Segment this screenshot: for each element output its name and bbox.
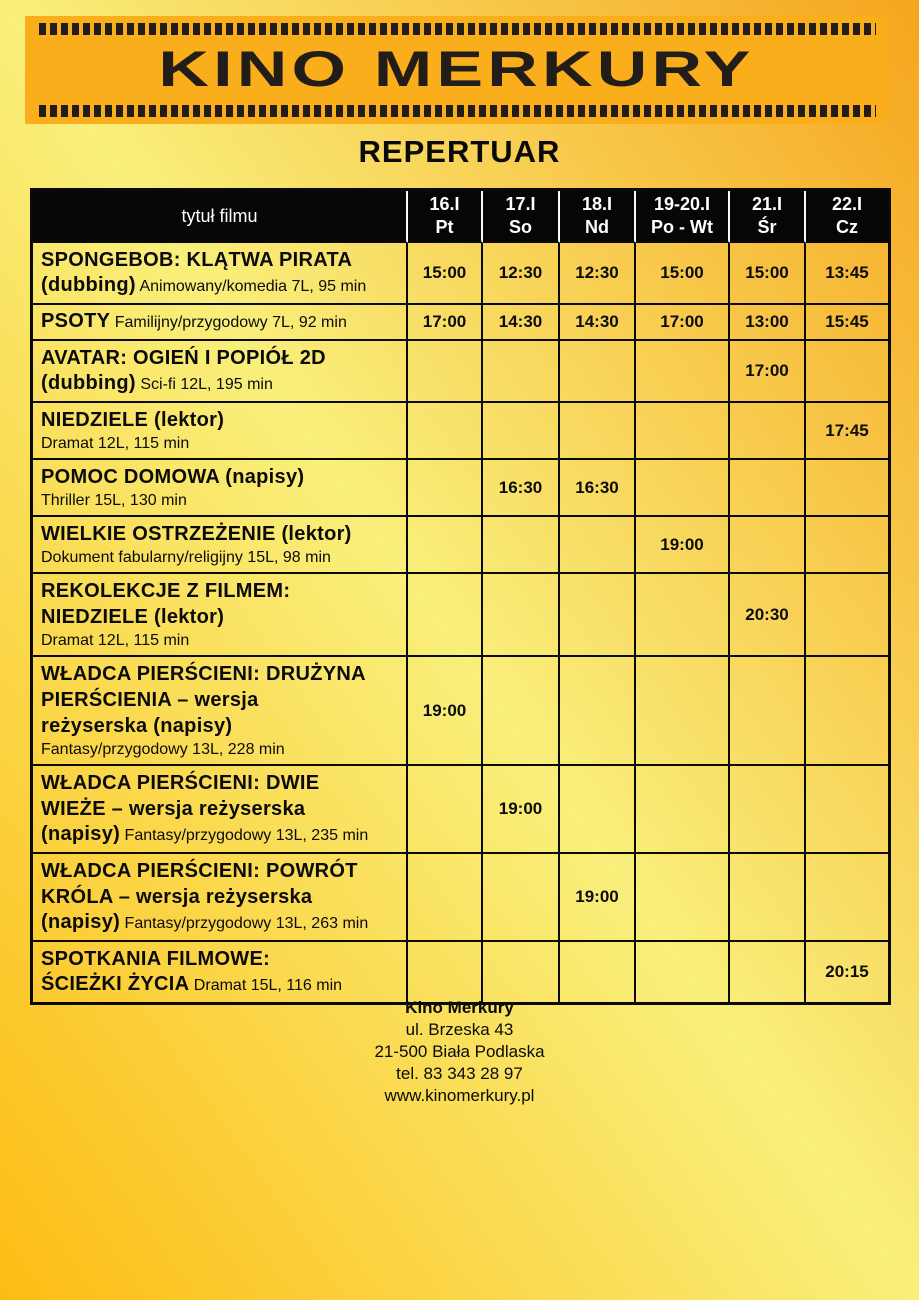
movie-title-cell xyxy=(33,341,408,403)
header-day: Śr xyxy=(757,217,777,237)
showtime-cell xyxy=(483,341,560,403)
showtime-cell xyxy=(560,942,636,1002)
movie-details-text: Sci-fi 12L, 195 min xyxy=(135,376,273,393)
movie-details-text: Familijny/przygodowy 7L, 92 min xyxy=(110,314,347,331)
showtime-cell: 19:00 xyxy=(636,517,730,574)
movie-row xyxy=(33,766,888,854)
header-date: 16.I xyxy=(429,194,460,214)
showtime-cell: 15:45 xyxy=(806,305,888,341)
column-header-date xyxy=(730,191,806,243)
showtime-cell: 16:30 xyxy=(483,460,560,517)
cinema-contact-line: ul. Brzeska 43 xyxy=(405,1020,514,1039)
movie-title-text: (napisy) xyxy=(41,823,121,845)
cinema-contact-name: Kino Merkury xyxy=(405,998,514,1017)
showtime-cell xyxy=(636,460,730,517)
showtime-cell xyxy=(408,766,483,854)
movie-title-cell xyxy=(33,657,408,766)
showtime-cell xyxy=(560,341,636,403)
showtime-cell xyxy=(730,517,806,574)
movie-title-and-details-line xyxy=(41,910,400,936)
movie-title-cell xyxy=(33,460,408,517)
showtime-cell xyxy=(730,657,806,766)
showtime-cell xyxy=(483,517,560,574)
showtime-cell xyxy=(483,657,560,766)
movie-title-text: NIEDZIELE (lektor) xyxy=(41,606,225,628)
movie-title-and-details-line xyxy=(41,371,400,397)
movie-details-text: Dokument fabularny/religijny 15L, 98 min xyxy=(41,549,331,566)
movie-details-text: Fantasy/przygodowy 13L, 235 min xyxy=(120,827,369,844)
showtime-cell xyxy=(560,403,636,460)
showtime-cell: 17:00 xyxy=(636,305,730,341)
movie-title-cell xyxy=(33,517,408,574)
header-day: Cz xyxy=(836,217,858,237)
movie-title-text: SPOTKANIA FILMOWE: xyxy=(41,948,271,970)
movie-title-cell xyxy=(33,574,408,657)
film-strip-banner xyxy=(25,16,888,124)
movie-title-text: ŚCIEŻKI ŻYCIA xyxy=(41,973,190,995)
cinema-name: KINO MERKURY xyxy=(158,41,755,97)
movie-title-and-details-line xyxy=(41,972,400,998)
showtime-cell xyxy=(560,574,636,657)
showtime-cell: 15:00 xyxy=(636,243,730,305)
showtime-cell: 12:30 xyxy=(483,243,560,305)
column-header-date xyxy=(560,191,636,243)
showtime-cell: 20:30 xyxy=(730,574,806,657)
movie-title-text: WIEŻE – wersja reżyserska xyxy=(41,798,306,820)
header-day: Po - Wt xyxy=(651,217,713,237)
movie-details-text: Fantasy/przygodowy 13L, 263 min xyxy=(120,915,369,932)
movie-title-text: WŁADCA PIERŚCIENI: POWRÓT xyxy=(41,860,358,882)
showtime-cell xyxy=(806,341,888,403)
column-header-date xyxy=(483,191,560,243)
movie-row xyxy=(33,574,888,657)
movie-title-cell xyxy=(33,403,408,460)
movie-title-text: NIEDZIELE (lektor) xyxy=(41,409,225,431)
showtime-cell: 15:00 xyxy=(408,243,483,305)
movie-title-text: PIERŚCIENIA – wersja xyxy=(41,689,259,711)
movie-title-cell xyxy=(33,243,408,305)
showtime-cell xyxy=(636,574,730,657)
header-day: So xyxy=(508,217,532,237)
movie-details-text: Dramat 15L, 116 min xyxy=(189,977,343,994)
showtime-cell xyxy=(730,766,806,854)
showtime-cell: 16:30 xyxy=(560,460,636,517)
movie-title-text: REKOLEKCJE Z FILMEM: xyxy=(41,580,291,602)
showtime-cell xyxy=(408,460,483,517)
showtime-cell: 17:00 xyxy=(730,341,806,403)
showtime-cell xyxy=(806,460,888,517)
showtimes-table xyxy=(30,188,891,1005)
showtime-cell: 19:00 xyxy=(483,766,560,854)
movie-title-text: WŁADCA PIERŚCIENI: DRUŻYNA xyxy=(41,663,366,685)
movie-details-text: Thriller 15L, 130 min xyxy=(41,492,187,509)
showtime-cell: 14:30 xyxy=(483,305,560,341)
showtime-cell xyxy=(636,403,730,460)
movie-details-text: Dramat 12L, 115 min xyxy=(41,435,190,452)
showtime-cell xyxy=(636,942,730,1002)
cinema-contact-line: tel. 83 343 28 97 xyxy=(396,1064,523,1083)
showtime-cell xyxy=(636,854,730,942)
showtime-cell: 20:15 xyxy=(825,962,869,981)
header-day: Pt xyxy=(435,217,454,237)
showtime-cell xyxy=(560,766,636,854)
showtime-cell xyxy=(730,854,806,942)
showtime-cell: 12:30 xyxy=(560,243,636,305)
cinema-contact-block xyxy=(0,997,919,1107)
movie-row xyxy=(33,657,888,766)
showtime-cell xyxy=(408,341,483,403)
header-date: 22.I xyxy=(831,194,863,214)
showtime-cell xyxy=(636,341,730,403)
movie-details-text: Dramat 12L, 115 min xyxy=(41,632,190,649)
movie-title-and-details-line xyxy=(41,309,400,335)
movie-row xyxy=(33,942,888,1002)
header-date: 17.I xyxy=(505,194,536,214)
movie-title-text: (napisy) xyxy=(41,911,121,933)
showtime-cell: 13:00 xyxy=(730,305,806,341)
showtime-cell: 14:30 xyxy=(560,305,636,341)
showtime-cell: 13:45 xyxy=(806,243,888,305)
column-header-date xyxy=(408,191,483,243)
movie-title-text: POMOC DOMOWA (napisy) xyxy=(41,466,305,488)
showtime-cell xyxy=(483,942,560,1002)
showtime-cell xyxy=(636,657,730,766)
showtime-cell xyxy=(560,517,636,574)
showtime-cell xyxy=(408,854,483,942)
movie-details-text: Animowany/komedia 7L, 95 min xyxy=(135,278,367,295)
showtime-cell: 19:00 xyxy=(408,657,483,766)
showtime-cell xyxy=(408,942,483,1002)
cinema-contact-line: 21-500 Biała Podlaska xyxy=(374,1042,545,1061)
cinema-contact-line: www.kinomerkury.pl xyxy=(384,1086,535,1105)
showtime-cell xyxy=(483,574,560,657)
movie-row xyxy=(33,460,888,517)
movie-title-and-details-line xyxy=(41,822,400,848)
showtime-cell xyxy=(730,403,806,460)
page-title: REPERTUAR xyxy=(358,134,561,169)
movie-row xyxy=(33,517,888,574)
movie-title-text: WŁADCA PIERŚCIENI: DWIE xyxy=(41,772,320,794)
showtime-cell xyxy=(483,403,560,460)
header-day: Nd xyxy=(585,217,609,237)
movie-title-text: PSOTY xyxy=(41,310,111,332)
movie-details-text: Fantasy/przygodowy 13L, 228 min xyxy=(41,741,285,758)
movie-row xyxy=(33,341,888,403)
header-date: 18.I xyxy=(581,194,613,214)
showtime-cell xyxy=(483,854,560,942)
showtime-cell xyxy=(730,460,806,517)
showtime-cell xyxy=(636,766,730,854)
movie-title-text: (dubbing) xyxy=(41,372,136,394)
movie-title-text: WIELKIE OSTRZEŻENIE (lektor) xyxy=(41,523,352,545)
movie-title-cell xyxy=(33,854,408,942)
movie-title-text: AVATAR: OGIEŃ I POPIÓŁ 2D xyxy=(41,347,326,369)
movie-title-text: reżyserska (napisy) xyxy=(41,715,233,737)
movie-title-cell xyxy=(33,942,408,1002)
showtime-cell xyxy=(408,403,483,460)
showtime-cell: 17:45 xyxy=(806,403,888,460)
showtime-cell xyxy=(408,574,483,657)
movie-row xyxy=(33,854,888,942)
film-sprocket-dots-bottom-icon xyxy=(39,105,876,117)
movie-title-text: SPONGEBOB: KLĄTWA PIRATA xyxy=(41,249,353,271)
movie-title-text: KRÓLA – wersja reżyserska xyxy=(41,886,313,908)
showtime-cell xyxy=(806,657,888,766)
showtime-cell: 15:00 xyxy=(730,243,806,305)
movie-title-and-details-line xyxy=(41,273,400,299)
showtime-cell xyxy=(806,574,888,657)
movie-title-text: (dubbing) xyxy=(41,274,136,296)
header-date: 19-20.I xyxy=(653,194,711,214)
movie-row xyxy=(33,403,888,460)
showtime-cell xyxy=(560,657,636,766)
showtime-cell: 19:00 xyxy=(560,854,636,942)
column-header-film-title: tytuł filmu xyxy=(33,191,408,243)
showtime-cell xyxy=(806,517,888,574)
column-header-date xyxy=(636,191,730,243)
showtime-cell xyxy=(730,942,806,1002)
showtime-cell xyxy=(806,766,888,854)
showtime-cell xyxy=(806,854,888,942)
movie-row xyxy=(33,243,888,305)
header-date: 21.I xyxy=(751,194,783,214)
table-header xyxy=(33,191,888,243)
showtime-cell: 17:00 xyxy=(408,305,483,341)
column-header-date xyxy=(806,191,888,243)
movie-row xyxy=(33,305,888,341)
movie-title-cell xyxy=(33,305,408,341)
showtime-cell xyxy=(408,517,483,574)
movie-title-cell xyxy=(33,766,408,854)
